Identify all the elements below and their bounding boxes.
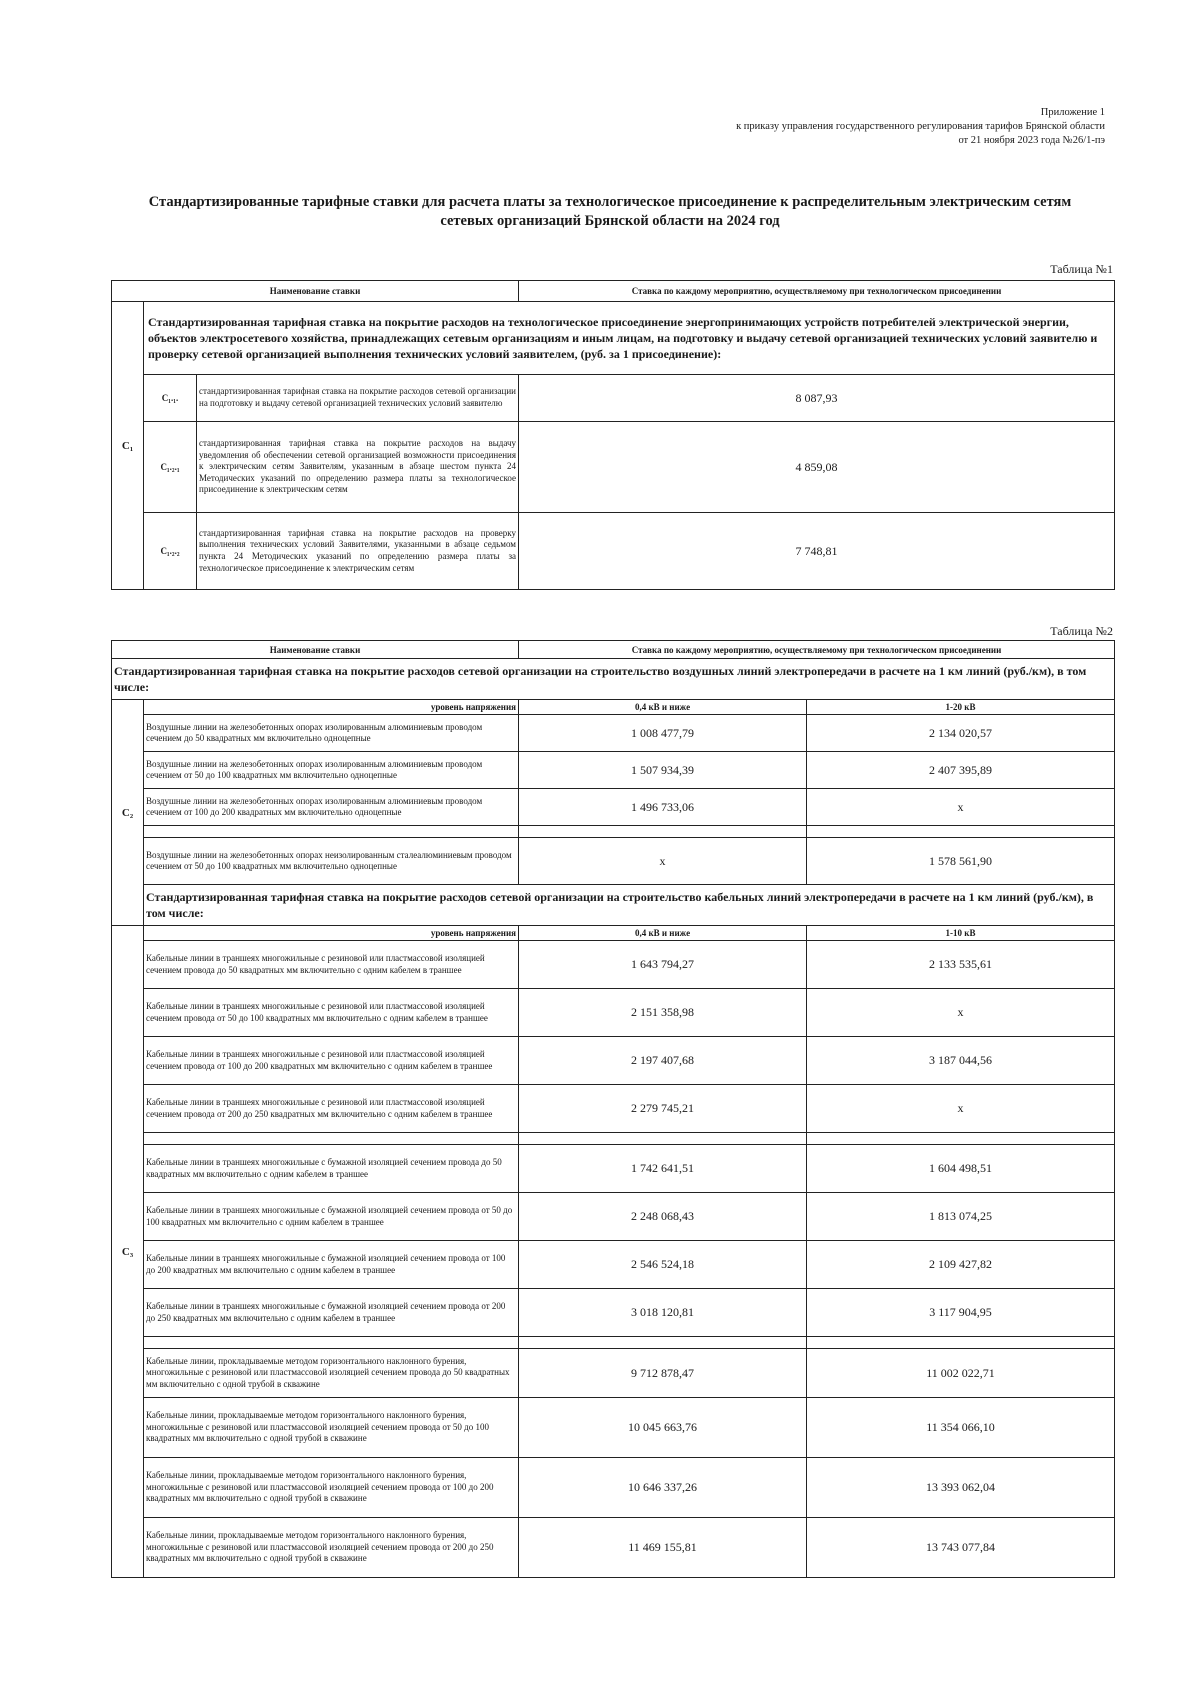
rate-value: 7 748,81 <box>519 513 1115 590</box>
line-type-description: Кабельные линии в траншеях многожильные с бумажной изоляцией сечением провода от 200 до 250 квадратных мм включительно с одним кабелем в траншее <box>144 1289 519 1337</box>
table-row <box>112 1518 1115 1578</box>
value-low-voltage: 1 742 641,51 <box>519 1145 807 1193</box>
value-high-voltage: х <box>807 1085 1115 1133</box>
value-low-voltage: 3 018 120,81 <box>519 1289 807 1337</box>
table2-header-rate: Ставка по каждому мероприятию, осуществляемому при технологическом присоединении <box>519 641 1115 659</box>
table-row <box>112 838 1115 885</box>
group-gap <box>112 1337 1115 1349</box>
value-low-voltage: 1 008 477,79 <box>519 715 807 752</box>
group-gap <box>112 1133 1115 1145</box>
value-high-voltage: 1 604 498,51 <box>807 1145 1115 1193</box>
section-c3-code: С₃ <box>112 926 144 1578</box>
table1-header-name: Наименование ставки <box>112 281 519 302</box>
section-c2-title: Стандартизированная тарифная ставка на покрытие расходов сетевой организации на строительство воздушных линий электропередачи в расчете на 1 км линий (руб./км), в том числе: <box>112 659 1115 700</box>
table-row <box>112 1398 1115 1458</box>
value-high-voltage: 2 109 427,82 <box>807 1241 1115 1289</box>
value-low-voltage: 1 496 733,06 <box>519 789 807 826</box>
table-row <box>112 715 1115 752</box>
table-row <box>112 1289 1115 1337</box>
value-low-voltage: 1 643 794,27 <box>519 941 807 989</box>
value-high-voltage: х <box>807 989 1115 1037</box>
table1-intro-row <box>112 302 1115 375</box>
table1-row <box>112 422 1115 513</box>
rate-description: стандартизированная тарифная ставка на покрытие расходов на выдачу уведомления об обеспечении сетевой организацией возможности присоединения к электрическим сетям Заявителям, указанным в абзаце шестом пункта 24 Методических указаний по определению размера платы за технологическое присоединение к электрическим сетям <box>197 422 519 513</box>
line-type-description: Кабельные линии в траншеях многожильные с резиновой или пластмассовой изоляцией сечением провода до 50 квадратных мм включительно с одним кабелем в траншее <box>144 941 519 989</box>
value-low-voltage: 11 469 155,81 <box>519 1518 807 1578</box>
table2-label: Таблица №2 <box>1050 624 1113 638</box>
appendix-line-2: к приказу управления государственного регулирования тарифов Брянской области <box>736 121 1105 132</box>
voltage-column-low: 0,4 кВ и ниже <box>519 926 807 941</box>
table-row <box>112 1241 1115 1289</box>
section-c3-level-row <box>112 926 1115 941</box>
line-type-description: Кабельные линии в траншеях многожильные с бумажной изоляцией сечением провода от 100 до 200 квадратных мм включительно с одним кабелем в траншее <box>144 1241 519 1289</box>
line-type-description: Воздушные линии на железобетонных опорах изолированным алюминиевым проводом сечением до 50 квадратных мм включительно одноцепные <box>144 715 519 752</box>
value-high-voltage: 2 134 020,57 <box>807 715 1115 752</box>
line-type-description: Кабельные линии в траншеях многожильные с бумажной изоляцией сечением провода до 50 квадратных мм включительно с одним кабелем в траншее <box>144 1145 519 1193</box>
value-high-voltage: 2 407 395,89 <box>807 752 1115 789</box>
table-row <box>112 1037 1115 1085</box>
appendix-line-1: Приложение 1 <box>1040 107 1105 118</box>
value-high-voltage: 13 743 077,84 <box>807 1518 1115 1578</box>
appendix-header <box>736 106 1105 148</box>
value-low-voltage: 10 646 337,26 <box>519 1458 807 1518</box>
voltage-level-label: уровень напряжения <box>144 700 519 715</box>
table-row <box>112 941 1115 989</box>
voltage-column-low: 0,4 кВ и ниже <box>519 700 807 715</box>
table-row <box>112 1085 1115 1133</box>
table1-group-code: С₁ <box>112 302 144 590</box>
value-low-voltage: 9 712 878,47 <box>519 1349 807 1398</box>
section-c2-level-row <box>112 700 1115 715</box>
line-type-description: Кабельные линии, прокладываемые методом горизонтального наклонного бурения, многожильные с резиновой или пластмассовой изоляцией сечением провода до 50 квадратных мм включительно с одной трубой в скважине <box>144 1349 519 1398</box>
voltage-column-high: 1-10 кВ <box>807 926 1115 941</box>
appendix-line-3: от 21 ноября 2023 года №26/1-пэ <box>958 135 1105 146</box>
section-c2-title-row <box>112 659 1115 700</box>
line-type-description: Кабельные линии, прокладываемые методом горизонтального наклонного бурения, многожильные с резиновой или пластмассовой изоляцией сечением провода от 200 до 250 квадратных мм включительно с одной трубой в скважине <box>144 1518 519 1578</box>
line-type-description: Воздушные линии на железобетонных опорах неизолированным сталеалюминиевым проводом сечением от 50 до 100 квадратных мм включительно одноцепные <box>144 838 519 885</box>
table2-header-name: Наименование ставки <box>112 641 519 659</box>
value-high-voltage: 1 578 561,90 <box>807 838 1115 885</box>
value-low-voltage: 2 279 745,21 <box>519 1085 807 1133</box>
line-type-description: Кабельные линии в траншеях многожильные с резиновой или пластмассовой изоляцией сечением провода от 50 до 100 квадратных мм включительно с одним кабелем в траншее <box>144 989 519 1037</box>
value-high-voltage: 1 813 074,25 <box>807 1193 1115 1241</box>
group-gap <box>112 826 1115 838</box>
table-row <box>112 1145 1115 1193</box>
rate-description: стандартизированная тарифная ставка на покрытие расходов сетевой организации на подготовку и выдачу сетевой организацией технических условий заявителю <box>197 375 519 422</box>
table-row <box>112 789 1115 826</box>
value-high-voltage: 13 393 062,04 <box>807 1458 1115 1518</box>
value-high-voltage: 11 354 066,10 <box>807 1398 1115 1458</box>
line-type-description: Кабельные линии, прокладываемые методом горизонтального наклонного бурения, многожильные с резиновой или пластмассовой изоляцией сечением провода от 100 до 200 квадратных мм включительно с одной трубой в скважине <box>144 1458 519 1518</box>
value-high-voltage: 2 133 535,61 <box>807 941 1115 989</box>
value-low-voltage: 1 507 934,39 <box>519 752 807 789</box>
table-row <box>112 752 1115 789</box>
rate-value: 8 087,93 <box>519 375 1115 422</box>
section-c3-title: Стандартизированная тарифная ставка на покрытие расходов сетевой организации на строительство кабельных линий электропередачи в расчете на 1 км линий (руб./км), в том числе: <box>144 885 1115 926</box>
value-low-voltage: 2 546 524,18 <box>519 1241 807 1289</box>
table2 <box>111 640 1115 1578</box>
value-high-voltage: 11 002 022,71 <box>807 1349 1115 1398</box>
value-low-voltage: 2 248 068,43 <box>519 1193 807 1241</box>
document-title-line-2: сетевых организаций Брянской области на 2024 год <box>440 213 780 229</box>
table1-header-rate: Ставка по каждому мероприятию, осуществляемому при технологическом присоединении <box>519 281 1115 302</box>
value-high-voltage: 3 187 044,56 <box>807 1037 1115 1085</box>
value-low-voltage: 2 197 407,68 <box>519 1037 807 1085</box>
table1-intro: Стандартизированная тарифная ставка на покрытие расходов на технологическое присоединение энергопринимающих устройств потребителей электрической энергии, объектов электросетевого хозяйства, принадлежащих сетевым организациям и иным лицам, на подготовку и выдачу сетевой организацией технических условий заявителю и проверку сетевой организацией выполнения технических условий заявителем, (руб. за 1 присоединение): <box>144 302 1115 375</box>
table1-row <box>112 375 1115 422</box>
section-c2-code: С₂ <box>112 700 144 926</box>
document-title <box>110 193 1110 231</box>
rate-code: С₁.₂.₁ <box>144 422 197 513</box>
line-type-description: Кабельные линии в траншеях многожильные с бумажной изоляцией сечением провода от 50 до 100 квадратных мм включительно с одним кабелем в траншее <box>144 1193 519 1241</box>
line-type-description: Кабельные линии в траншеях многожильные с резиновой или пластмассовой изоляцией сечением провода от 200 до 250 квадратных мм включительно с одним кабелем в траншее <box>144 1085 519 1133</box>
value-low-voltage: х <box>519 838 807 885</box>
table-row <box>112 1349 1115 1398</box>
line-type-description: Кабельные линии в траншеях многожильные с резиновой или пластмассовой изоляцией сечением провода от 100 до 200 квадратных мм включительно с одним кабелем в траншее <box>144 1037 519 1085</box>
table-row <box>112 1458 1115 1518</box>
rate-code: С₁.₂.₂ <box>144 513 197 590</box>
document-title-line-1: Стандартизированные тарифные ставки для расчета платы за технологическое присоединение к распределительным электрическим сетям <box>148 194 1072 210</box>
value-high-voltage: 3 117 904,95 <box>807 1289 1115 1337</box>
line-type-description: Воздушные линии на железобетонных опорах изолированным алюминиевым проводом сечением от 50 до 100 квадратных мм включительно одноцепные <box>144 752 519 789</box>
rate-code: С₁.₁. <box>144 375 197 422</box>
table1-row <box>112 513 1115 590</box>
voltage-column-high: 1-20 кВ <box>807 700 1115 715</box>
voltage-level-label: уровень напряжения <box>144 926 519 941</box>
table1-header-row <box>112 281 1115 302</box>
section-c3-title-row <box>112 885 1115 926</box>
table1 <box>111 280 1115 590</box>
rate-description: стандартизированная тарифная ставка на покрытие расходов на проверку выполнения технических условий Заявителями, указанными в абзаце седьмом пункта 24 Методических указаний по определению размера платы за технологическое присоединение к электрическим сетям <box>197 513 519 590</box>
line-type-description: Воздушные линии на железобетонных опорах изолированным алюминиевым проводом сечением от 100 до 200 квадратных мм включительно одноцепные <box>144 789 519 826</box>
value-low-voltage: 2 151 358,98 <box>519 989 807 1037</box>
table2-header-row <box>112 641 1115 659</box>
table1-label: Таблица №1 <box>1050 262 1113 276</box>
table-row <box>112 1193 1115 1241</box>
line-type-description: Кабельные линии, прокладываемые методом горизонтального наклонного бурения, многожильные с резиновой или пластмассовой изоляцией сечением провода от 50 до 100 квадратных мм включительно с одной трубой в скважине <box>144 1398 519 1458</box>
rate-value: 4 859,08 <box>519 422 1115 513</box>
value-high-voltage: х <box>807 789 1115 826</box>
value-low-voltage: 10 045 663,76 <box>519 1398 807 1458</box>
table-row <box>112 989 1115 1037</box>
